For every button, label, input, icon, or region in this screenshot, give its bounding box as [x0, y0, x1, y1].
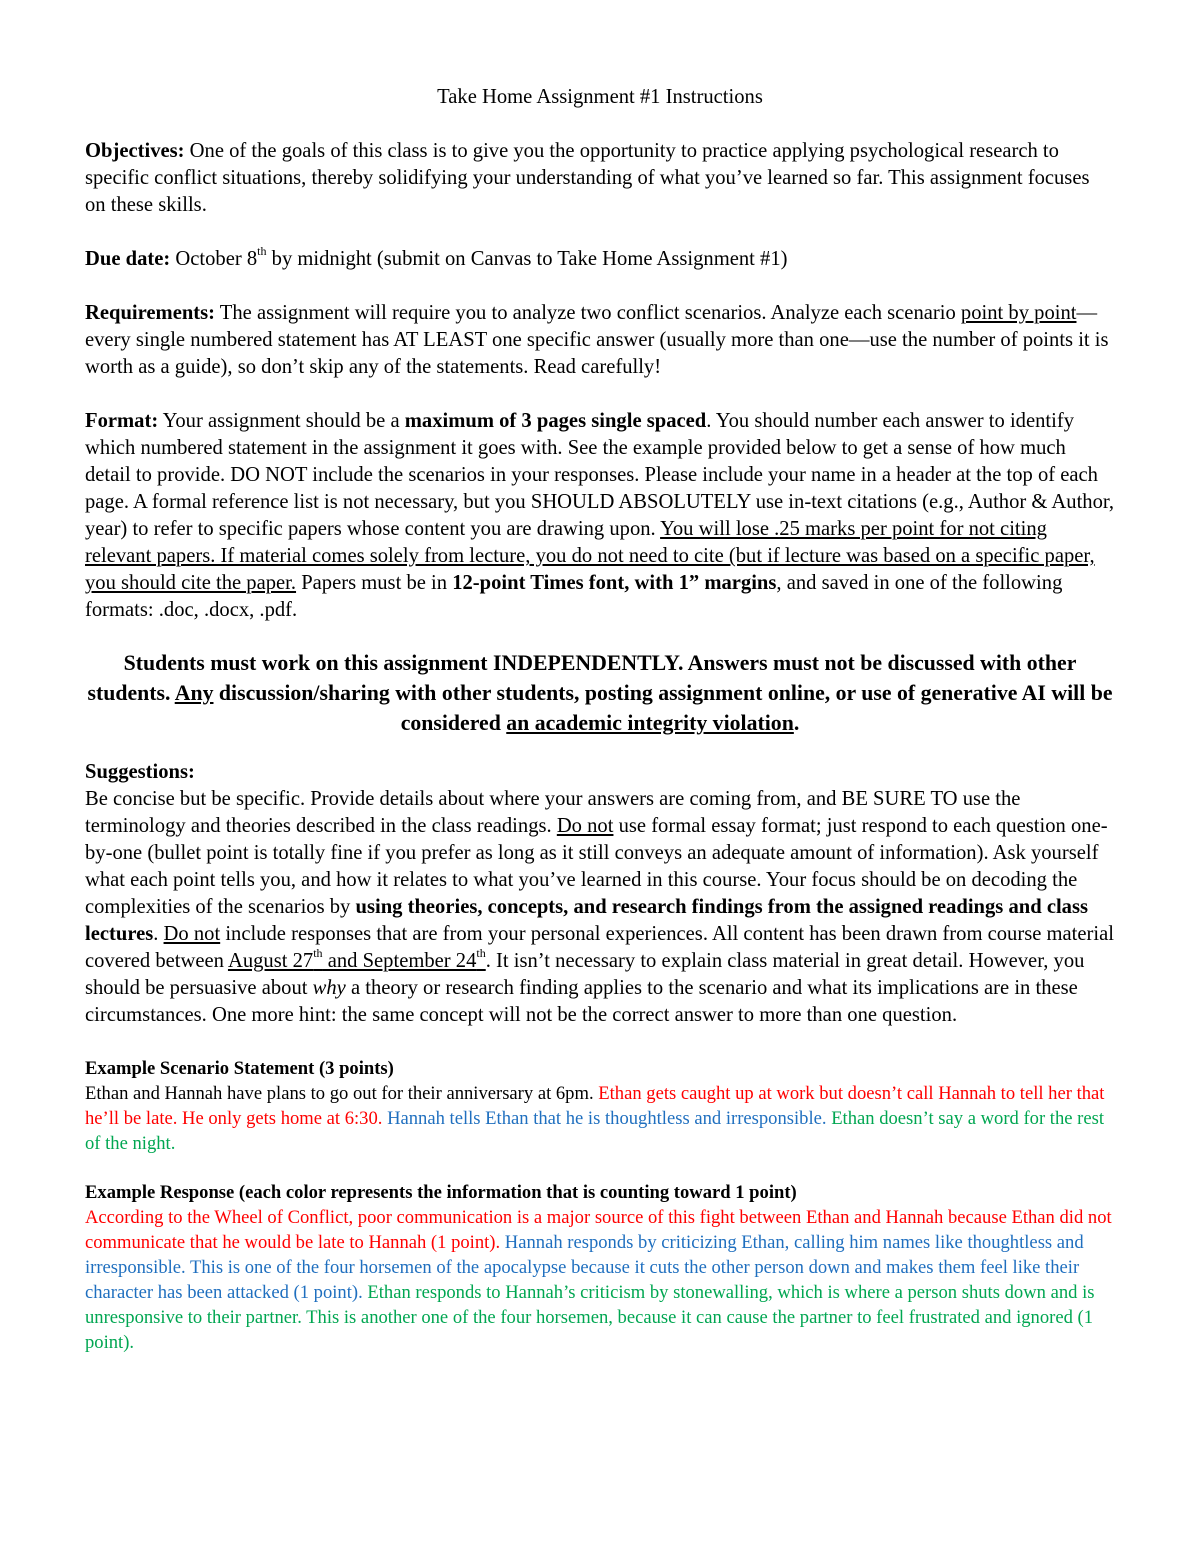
suggestions-date-range — [227, 946, 486, 972]
example-response — [85, 1180, 1115, 1355]
due-date-text: October 8 — [170, 248, 258, 270]
requirements-text-end: —every single numbered statement has AT LEAST one specific answer (usually more than one—use the number of points it is worth as a guide), so don’t skip any of the statements. Read carefully! — [85, 302, 1109, 378]
objectives-label: Objectives: — [85, 140, 185, 162]
requirements-label: Requirements: — [85, 302, 216, 324]
warning-text: Students must work on this assignment INDEPENDENTLY. Answers must not be discussed with other students. — [87, 651, 1077, 705]
page-title: Take Home Assignment #1 Instructions — [437, 86, 763, 108]
format-font-requirement: 12-point Times font, with 1” margins — [452, 572, 777, 594]
suggestions-paragraph — [85, 786, 1115, 1029]
due-date-label: Due date: — [85, 248, 171, 270]
example-scenario-text — [85, 1081, 1115, 1156]
suggestions-text: a theory or research finding applies to the scenario and what its implications are in these circumstances. One more hint: the same concept will not be the correct answer to more than one question. — [85, 977, 1078, 1026]
document-page — [85, 84, 1115, 1355]
format-label: Format: — [85, 410, 159, 432]
due-date-text-end: by midnight (submit on Canvas to Take Home Assignment #1) — [266, 248, 788, 270]
scenario-blue-point: Hannah tells Ethan that he is thoughtless and irresponsible. — [387, 1108, 832, 1129]
response-blue-point: Hannah responds by criticizing Ethan, calling him names like thoughtless and irresponsible. This is one of the four horsemen of the apocalypse because it cuts the other person down and makes them feel like their character has been attacked (1 point). — [85, 1232, 1084, 1303]
suggestions-text: Be concise but be specific. Provide details about where your answers are coming from, and BE SURE TO use the terminology and theories described in the class readings. — [85, 788, 1021, 837]
objectives-text: One of the goals of this class is to give you the opportunity to practice applying psychological research to specific conflict situations, thereby solidifying your understanding of what you’ve learned so far. This assignment focuses on these skills. — [85, 140, 1090, 216]
scenario-red-point: Ethan gets caught up at work but doesn’t call Hannah to tell her that he’ll be late. He only gets home at 6:30. — [85, 1083, 1105, 1129]
format-text: Papers must be in — [296, 572, 453, 594]
objectives-paragraph — [85, 138, 1115, 219]
requirements-text: The assignment will require you to analyze two conflict scenarios. Analyze each scenario — [215, 302, 961, 324]
scenario-plain: Ethan and Hannah have plans to go out for their anniversary at 6pm. — [85, 1083, 599, 1104]
suggestions-superscript: th — [313, 946, 323, 961]
format-citation-warning: You will lose .25 marks per point for not citing relevant papers. If material comes solely from lecture, you do not need to cite (but if lecture was based on a specific paper, you should cite the paper. — [85, 518, 1095, 594]
format-page-limit: maximum of 3 pages single spaced — [404, 410, 707, 432]
warning-text: discussion/sharing with other students, posting assignment online, or use of generative AI will be considered — [213, 681, 1113, 735]
format-paragraph — [85, 408, 1115, 624]
due-date-paragraph — [85, 246, 1115, 273]
response-red-point: According to the Wheel of Conflict, poor communication is a major source of this fight between Ethan and Hannah because Ethan did not communicate that he would be late to Hannah (1 point). — [85, 1207, 1112, 1253]
scenario-green-point: Ethan doesn’t say a word for the rest of the night. — [85, 1108, 1104, 1154]
example-scenario-heading: Example Scenario Statement (3 points) — [85, 1058, 394, 1079]
suggestions-text: . It isn’t necessary to explain class material in great detail. However, you should be persuasive about — [85, 950, 1085, 999]
warning-text: . — [793, 711, 800, 735]
suggestions-text: include responses that are from your personal experiences. All content has been drawn from course material covered between — [85, 923, 1114, 972]
integrity-warning — [85, 648, 1115, 738]
requirements-emphasis: point by point — [960, 302, 1077, 324]
example-scenario — [85, 1056, 1115, 1156]
format-text: Your assignment should be a — [158, 410, 405, 432]
warning-violation: an academic integrity violation — [506, 711, 794, 735]
suggestions-bold: using theories, concepts, and research findings from the assigned readings and class lectures — [85, 896, 1089, 945]
suggestions-text: . — [153, 923, 164, 945]
due-date-superscript: th — [257, 244, 267, 259]
suggestions-emphasis: Do not — [163, 923, 221, 945]
suggestions-text: use formal essay format; just respond to each question one-by-one (bullet point is totally fine if you prefer as long as it still conveys an adequate amount of information). Ask yourself what each point tells you, and how it relates to what you’ve learned in this course. Your focus should be on decoding the complexities of the scenarios by — [85, 815, 1108, 918]
example-response-text — [85, 1205, 1115, 1355]
suggestions-emphasis: Do not — [556, 815, 614, 837]
suggestions-italic: why — [312, 977, 346, 999]
warning-emphasis: Any — [174, 681, 214, 705]
suggestions-date-start: August 27 — [227, 950, 314, 972]
suggestions-heading: Suggestions: — [85, 761, 195, 783]
format-text: . You should number each answer to identify which numbered statement in the assignment it goes with. See the example provided below to get a sense of how much detail to provide. DO NOT include the scenarios in your responses. Please include your name in a header at the top of each page. A formal reference list is not necessary, but you SHOULD ABSOLUTELY use in-text citations (e.g., Author & Author, year) to refer to specific papers whose content you are drawing upon. — [85, 410, 1115, 540]
example-response-heading: Example Response (each color represents the information that is counting toward 1 point) — [85, 1182, 797, 1203]
requirements-paragraph — [85, 300, 1115, 381]
suggestions-date-end: and September 24 — [322, 950, 477, 972]
format-text: , and saved in one of the following formats: .doc, .docx, .pdf. — [85, 572, 1063, 621]
suggestions-superscript: th — [476, 946, 486, 961]
response-green-point: Ethan responds to Hannah’s criticism by stonewalling, which is where a person shuts down and is unresponsive to their partner. This is another one of the four horsemen, because it can cause the partner to feel frustrated and ignored (1 point). — [85, 1282, 1095, 1353]
